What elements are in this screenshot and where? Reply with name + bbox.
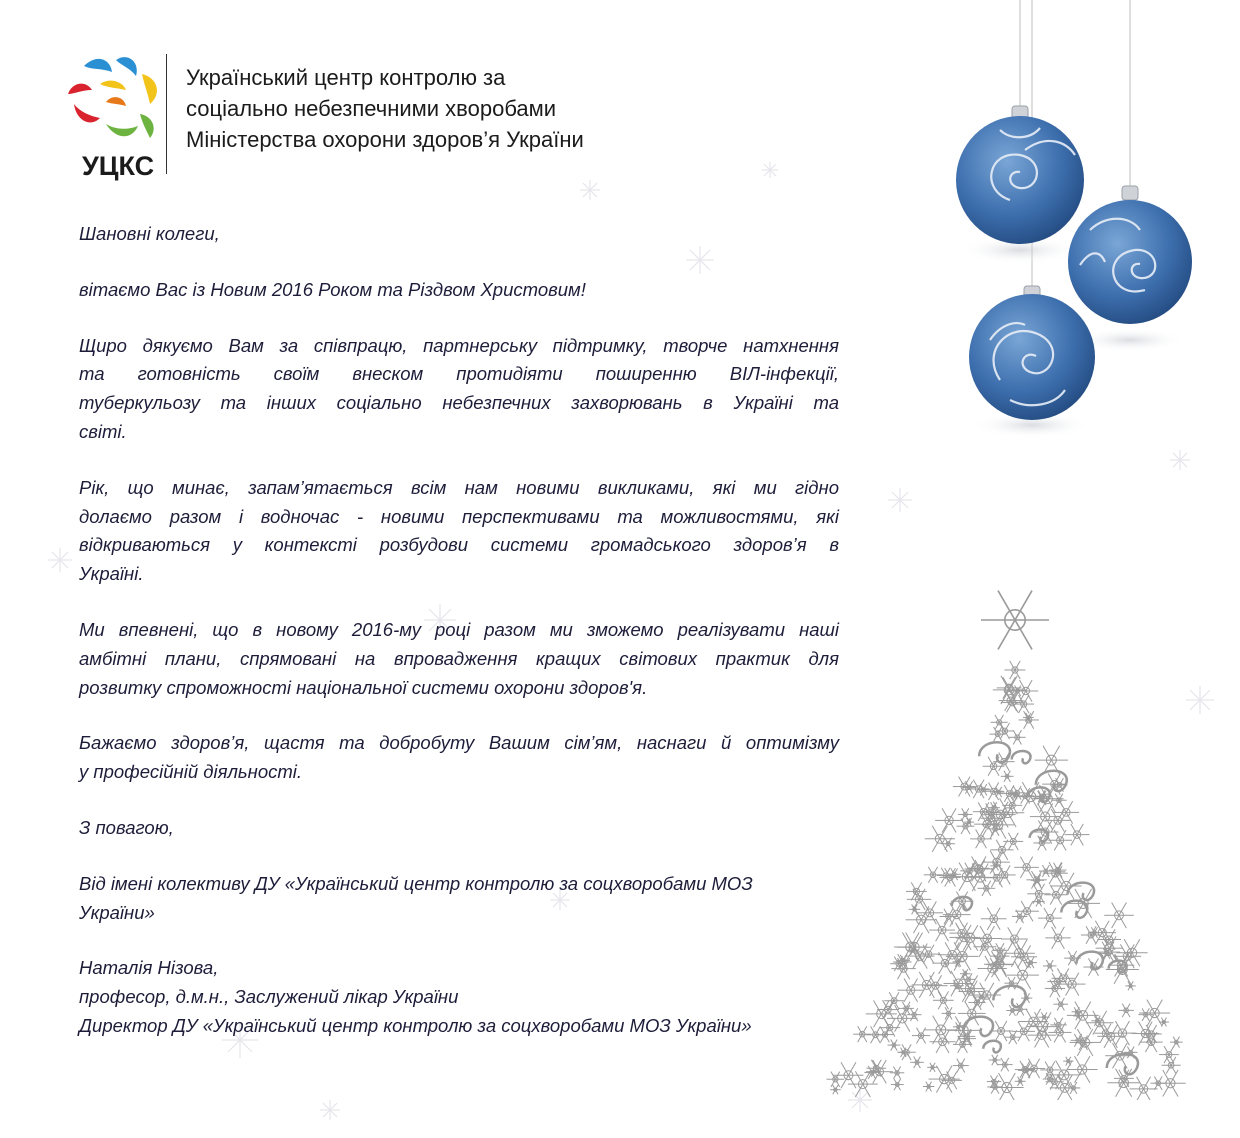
paragraph-line: Україні. <box>79 563 144 585</box>
tree-snowflake <box>1116 939 1147 966</box>
tree-snowflake <box>1009 730 1026 744</box>
tree-snowflake <box>1048 830 1072 851</box>
tree-snowflake <box>1059 973 1086 996</box>
tree-snowflake <box>970 829 992 848</box>
tree-snowflake <box>1125 981 1135 990</box>
tree-snowflake <box>1081 926 1101 943</box>
signature-block <box>79 954 839 1040</box>
salutation: Шановні колеги, <box>79 223 220 244</box>
paragraph-plans <box>79 616 839 702</box>
paragraph-line: розвитку спроможності національної системи охорони здоров'я. <box>79 676 648 698</box>
tree-snowflake <box>1118 1004 1134 1017</box>
tree-snowflake <box>968 780 990 799</box>
tree-snowflake <box>1004 661 1025 679</box>
tree-swirl <box>993 986 1025 1007</box>
tree-snowflake <box>1067 1002 1099 1030</box>
tree-snowflake <box>1011 945 1037 968</box>
tree-snowflake <box>906 882 927 900</box>
tree-swirl <box>1107 1054 1138 1075</box>
ornament-ball-3 <box>969 286 1095 438</box>
tree-snowflake <box>1019 711 1039 729</box>
tree-snowflake <box>935 808 963 832</box>
tree-snowflake <box>933 991 954 1009</box>
tree-snowflake <box>932 952 957 974</box>
logo-emblem <box>66 54 166 149</box>
signature-position: Директор ДУ «Український центр контролю за соцхворобами МОЗ України» <box>79 1014 752 1036</box>
organization-name-line: соціально небезпечними хворобами <box>186 96 557 121</box>
tree-snowflake <box>897 1044 915 1060</box>
tree-top-star <box>981 591 1049 650</box>
tree-snowflake <box>1150 1076 1165 1089</box>
greeting: вітаємо Вас із Новим 2016 Роком та Різдвом Христовим! <box>79 278 586 300</box>
header-divider <box>166 54 167 174</box>
paragraph-line: долаємо разом і водночас - новими перспективами та можливостями, які <box>79 505 839 527</box>
tree-snowflake <box>890 1067 904 1080</box>
tree-snowflake <box>912 972 942 998</box>
paragraph-line: Бажаємо здоров’я, щастя та добробуту Вашим сім’ям, наснаги й оптимізму <box>79 732 839 754</box>
tree-snowflake <box>984 851 1010 874</box>
ornament-ball-1 <box>956 106 1084 264</box>
tree-snowflake <box>1040 1061 1059 1078</box>
tree-snowflake <box>1141 1025 1162 1043</box>
tree-snowflake <box>1104 902 1134 928</box>
tree-snowflake <box>1045 927 1071 949</box>
tree-snowflake <box>989 1055 1001 1065</box>
signature-name: Наталія Нізова, <box>79 957 219 979</box>
tree-snowflake <box>1130 1077 1158 1100</box>
tree-snowflake <box>974 813 999 835</box>
paragraph-line: та готовність своїм внеском протидіяти поширенню ВІЛ-інфекції, <box>79 363 839 385</box>
tree-snowflake <box>1044 885 1067 905</box>
closing: З повагою, <box>79 816 174 838</box>
tree-snowflake <box>897 978 924 1001</box>
tree-snowflake <box>1001 771 1014 782</box>
christmas-ornaments <box>940 0 1240 460</box>
paragraph-line: Від імені колективу ДУ «Український центр контролю за соцхворобами МОЗ <box>79 872 753 894</box>
tree-snowflake <box>930 1031 956 1053</box>
tree-snowflake <box>1001 927 1028 950</box>
tree-snowflake <box>1106 955 1139 984</box>
tree-snowflake <box>1005 1030 1021 1044</box>
tree-snowflake <box>888 1040 901 1051</box>
tree-snowflake <box>1015 1061 1035 1078</box>
paragraph-line: України» <box>79 901 155 923</box>
paragraph-line: світі. <box>79 420 127 442</box>
tree-swirl <box>1028 787 1050 802</box>
paragraph-line: амбітні плани, спрямовані на впровадження кращих світових практик для <box>79 647 839 669</box>
tree-snowflake <box>1023 1059 1045 1078</box>
paragraph-line: туберкульозу та інших соціально небезпечних захворювань в Україні та <box>79 392 839 414</box>
tree-swirl <box>979 742 1010 762</box>
organization-name-line: Міністерства охорони здоров’я України <box>186 127 584 152</box>
logo-abbreviation: УЦКС <box>82 151 155 181</box>
paragraph-line: відкриваються у контексті розбудови системи громадського здоров’я в <box>79 534 839 556</box>
tree-snowflake <box>1031 875 1044 887</box>
paragraph-line: у професійній діяльності. <box>79 761 303 783</box>
tree-snowflake <box>907 1008 922 1021</box>
snowflake-christmas-tree <box>820 580 1210 1100</box>
tree-snowflake <box>1003 833 1023 850</box>
tree-snowflake <box>907 889 931 910</box>
tree-snowflake <box>991 715 1008 730</box>
tree-snowflake <box>1014 857 1039 878</box>
tree-snowflake <box>1039 865 1053 877</box>
tree-snowflake <box>1051 794 1066 807</box>
tree-snowflake <box>953 1059 969 1073</box>
on-behalf <box>79 870 839 928</box>
tree-snowflake <box>997 677 1022 699</box>
paragraph-year <box>79 474 839 589</box>
paragraph-thanks <box>79 332 839 447</box>
tree-snowflake <box>827 1072 845 1087</box>
organization-logo <box>66 54 166 179</box>
paragraph-line: Щиро дякуємо Вам за співпрацю, партнерську підтримку, творче натхнення <box>79 334 839 356</box>
tree-swirl <box>952 897 972 910</box>
tree-snowflake <box>1043 960 1057 972</box>
tree-snowflake <box>1038 908 1062 929</box>
tree-snowflake <box>927 1063 938 1072</box>
paragraph-wishes <box>79 729 839 787</box>
tree-swirl <box>983 1041 1001 1053</box>
tree-snowflake <box>898 1002 913 1015</box>
tree-snowflake <box>924 867 942 883</box>
tree-snowflake <box>1067 1056 1098 1083</box>
tree-snowflake <box>1159 1018 1169 1027</box>
organization-name-line: Український центр контролю за <box>186 65 506 90</box>
tree-snowflake <box>1039 1012 1050 1022</box>
tree-snowflake <box>891 1079 904 1090</box>
organization-name <box>186 62 706 155</box>
tree-snowflake <box>1086 1011 1114 1035</box>
tree-snowflake <box>1065 824 1090 846</box>
tree-snowflake <box>989 955 1012 975</box>
tree-snowflake <box>987 1080 1003 1093</box>
paragraph-line: Рік, що минає, запам’ятається всім нам новими викликами, які ми гідно <box>79 476 839 498</box>
tree-snowflake <box>910 1056 923 1068</box>
signature-title: професор, д.м.н., Заслужений лікар України <box>79 986 459 1008</box>
tree-snowflake <box>853 1026 871 1042</box>
tree-snowflake <box>906 906 937 933</box>
letter-body <box>79 220 839 1068</box>
tree-snowflake <box>1170 1037 1183 1048</box>
tree-snowflake <box>1012 910 1027 923</box>
paragraph-line: Ми впевнені, що в новому 2016-му році разом ми зможемо реалізувати наші <box>79 618 839 640</box>
tree-snowflake <box>1053 998 1068 1011</box>
tree-snowflake <box>1091 1016 1103 1026</box>
tree-snowflake <box>1013 680 1038 702</box>
tree-snowflake <box>941 838 955 850</box>
tree-snowflake <box>923 1082 934 1092</box>
tree-snowflake <box>1045 980 1065 998</box>
